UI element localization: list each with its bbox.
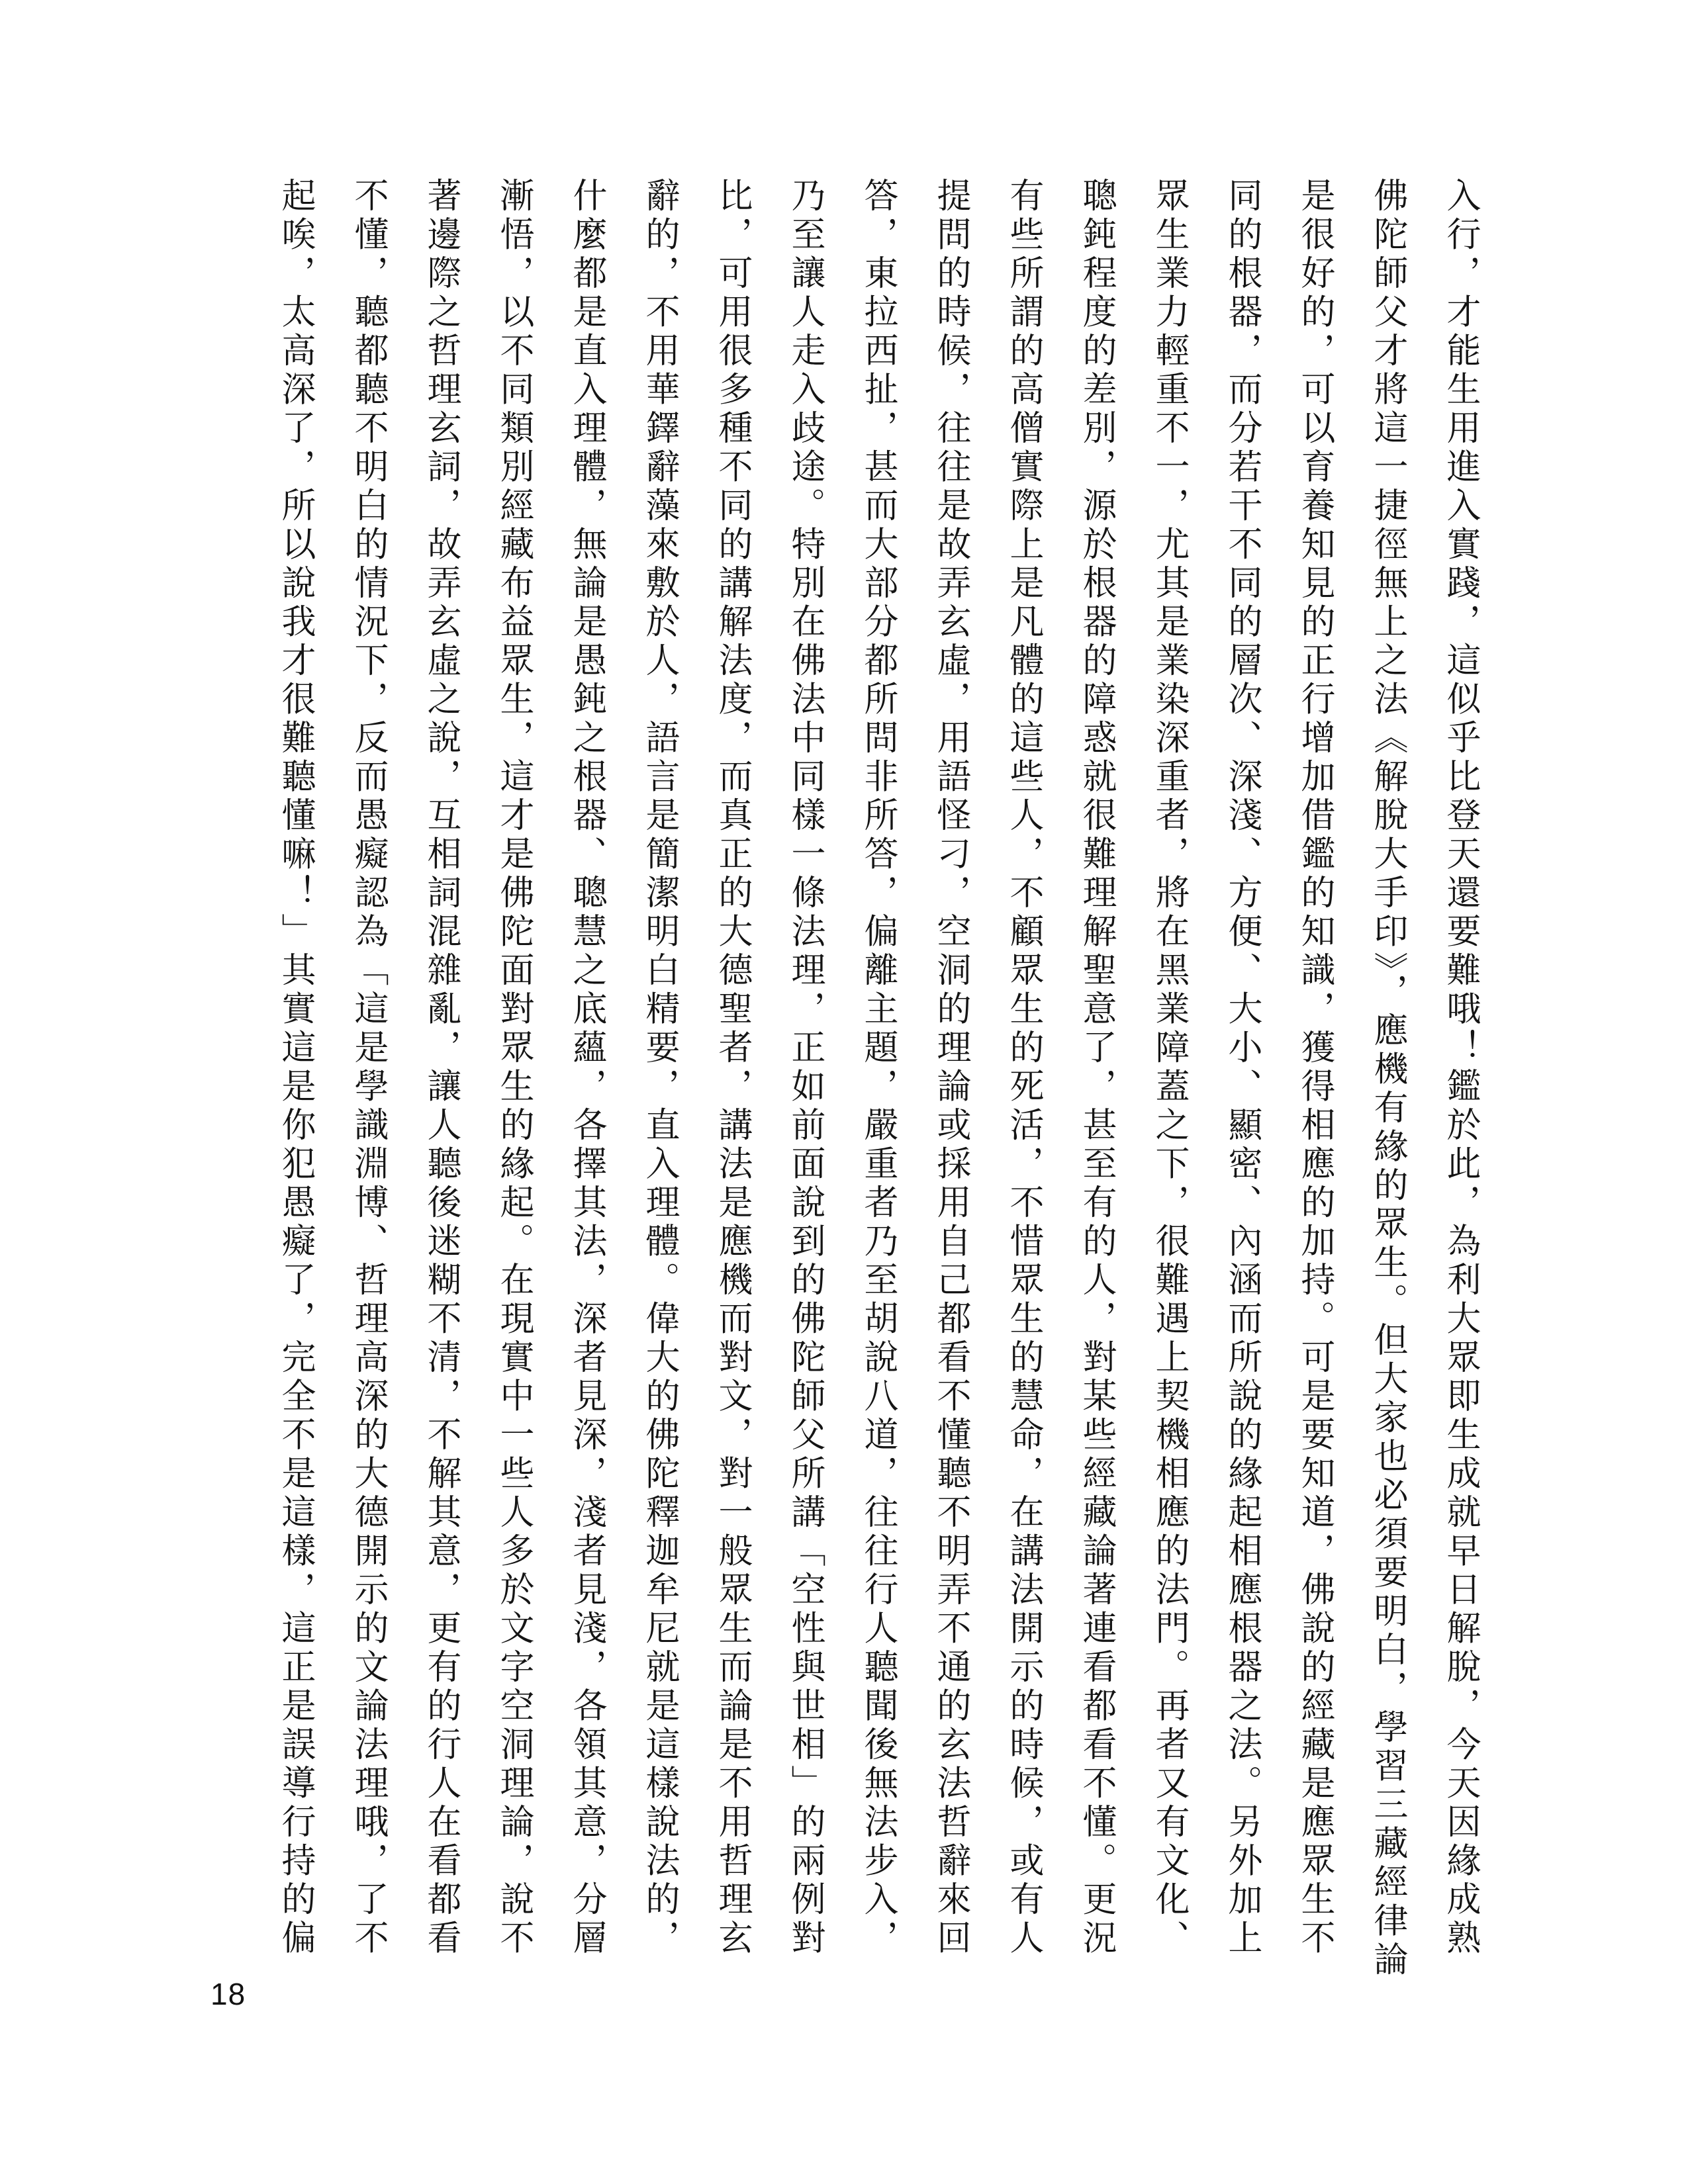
text-column: 同的根器，而分若干不同的層次、深淺、方便、大小、顯密、內涵而所說的緣起相應根器之法。另外加上 — [1222, 177, 1262, 1958]
text-column: 起唉，太高深了，所以說我才很難聽懂嘛！」其實這是你犯愚癡了，完全不是這樣，這正是誤導行持的偏 — [275, 177, 315, 1958]
text-column: 不懂，聽都聽不明白的情況下，反而愚癡認為「這是學識淵博、哲理高深的大德開示的文論法理哦，了不 — [348, 177, 388, 1958]
page-number: 18 — [211, 1977, 246, 2011]
text-column: 乃至讓人走入歧途。特別在佛法中同樣一條法理，正如前面說到的佛陀師父所講「空性與世相」的兩例對 — [785, 177, 825, 1958]
text-column: 有些所謂的高僧實際上是凡體的這些人，不顧眾生的死活，不惜眾生的慧命，在講法開示的時候，或有人 — [1004, 177, 1043, 1958]
text-column: 聰鈍程度的差別，源於根器的障惑就很難理解聖意了，甚至有的人，對某些經藏論著連看都看不懂。更況 — [1076, 177, 1116, 1958]
text-column: 著邊際之哲理玄詞，故弄玄虛之說，互相詞混雜亂，讓人聽後迷糊不清，不解其意，更有的行人在看都看 — [421, 177, 461, 1958]
text-column: 比，可用很多種不同的講解法度，而真正的大德聖者，講法是應機而對文，對一般眾生而論是不用哲理玄 — [712, 177, 752, 1958]
text-column: 佛陀師父才將這一捷徑無上之法《解脫大手印》，應機有緣的眾生。但大家也必須要明白，學習三藏經律論 — [1368, 177, 1407, 1980]
text-column: 入行，才能生用進入實踐，這似乎比登天還要難哦！鑑於此，為利大眾即生成就早日解脫，今天因緣成熟 — [1440, 177, 1480, 1958]
vertical-text-block — [259, 177, 1497, 1978]
text-column: 辭的，不用華鐸辭藻來敷於人，語言是簡潔明白精要，直入理體。偉大的佛陀釋迦牟尼就是這樣說法的， — [639, 177, 679, 1958]
text-column: 是很好的，可以育養知見的正行增加借鑑的知識，獲得相應的加持。可是要知道，佛說的經藏是應眾生不 — [1295, 177, 1335, 1958]
text-column: 眾生業力輕重不一，尤其是業染深重者，將在黑業障蓋之下，很難遇上契機相應的法門。再者又有文化、 — [1149, 177, 1189, 1958]
text-column: 提問的時候，往往是故弄玄虛，用語怪刁，空洞的理論或採用自己都看不懂聽不明弄不通的玄法哲辭來回 — [931, 177, 970, 1958]
text-column: 答，東拉西扯，甚而大部分都所問非所答，偏離主題，嚴重者乃至胡說八道，往往行人聽聞後無法步入， — [858, 177, 898, 1958]
text-column: 什麼都是直入理體，無論是愚鈍之根器、聰慧之底蘊，各擇其法，深者見深，淺者見淺，各領其意，分層 — [567, 177, 606, 1958]
text-column: 漸悟，以不同類別經藏布益眾生，這才是佛陀面對眾生的緣起。在現實中一些人多於文字空洞理論，說不 — [494, 177, 534, 1958]
